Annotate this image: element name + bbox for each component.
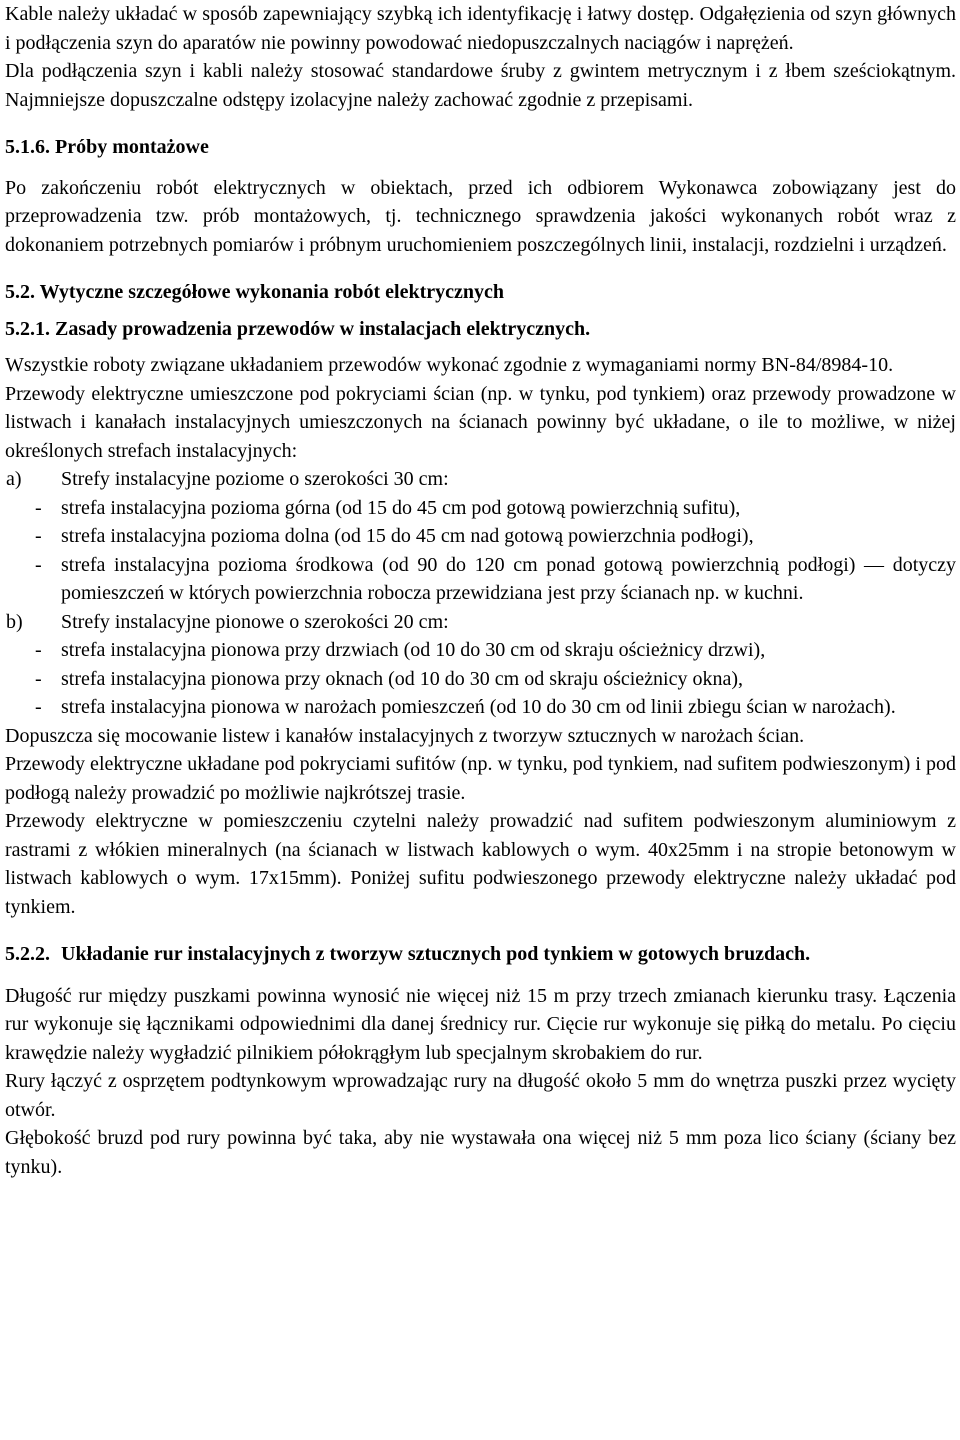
section-5-2-1-heading: 5.2.1. Zasady prowadzenia przewodów w instalacjach elektrycznych. xyxy=(5,317,591,340)
intro-paragraph-1: Kable należy układać w sposób zapewniający szybką ich identyfikację i łatwy dostęp. Odgałęzienia od szyn głównych i podłączenia szyn do aparatów nie powinny powodować niedopuszczalnych naciągów i naprężeń. xyxy=(5,3,956,54)
list-marker: b) xyxy=(6,610,23,633)
intro-paragraph-2: Dla podłączenia szyn i kabli należy stosować standardowe śruby z gwintem metrycznym i z łbem sześciokątnym. Najmniejsze dopuszczalne odstępy izolacyjne należy zachować zgodnie z przepisami. xyxy=(5,60,956,111)
section-5-2-1-paragraph-4: Przewody elektryczne układane pod pokryciami sufitów (np. w tynku, pod tynkiem, nad sufitem podwieszonym) i pod podłogą należy prowadzić po możliwie najkrótszej trasie. xyxy=(5,753,956,804)
dash-marker: - xyxy=(35,496,42,519)
list-item-text: strefa instalacyjna pozioma górna (od 15 do 45 cm pod gotową powierzchnią sufitu), xyxy=(61,496,741,519)
list-item-a xyxy=(5,465,956,494)
list-item xyxy=(5,494,956,523)
section-5-2-1-paragraph-3: Dopuszcza się mocowanie listew i kanałów instalacyjnych z tworzyw sztucznych w narożach ścian. xyxy=(5,724,805,747)
list-item-text: strefa instalacyjna pozioma środkowa (od 90 do 120 cm ponad gotową powierzchnią podłogi) — dotyczy pomieszczeń w których powierzchnia robocza przewidziana jest przy ścianach np. w kuchni. xyxy=(61,553,956,604)
list-item-text: strefa instalacyjna pionowa przy oknach (od 10 do 30 cm od skraju ościeżnicy okna), xyxy=(61,667,744,690)
list-marker: a) xyxy=(6,468,22,490)
section-title: Układanie rur instalacyjnych z tworzyw sztucznych pod tynkiem w gotowych bruzdach. xyxy=(61,943,811,965)
list-item-text: Strefy instalacyjne pionowe o szerokości 20 cm: xyxy=(61,610,449,633)
dash-marker: - xyxy=(35,667,42,690)
list-item-text: strefa instalacyjna pionowa przy drzwiach (od 10 do 30 cm od skraju ościeżnicy drzwi), xyxy=(61,639,766,661)
list-item xyxy=(5,693,956,722)
section-5-2-2-heading xyxy=(5,940,956,969)
section-5-2-heading: 5.2. Wytyczne szczegółowe wykonania robót elektrycznych xyxy=(5,281,504,303)
list-item-text: strefa instalacyjna pionowa w narożach pomieszczeń (od 10 do 30 cm od linii zbiegu ścian w narożach). xyxy=(61,696,896,718)
dash-marker: - xyxy=(35,696,42,718)
section-5-2-2-paragraph-1: Długość rur między puszkami powinna wynosić nie więcej niż 15 m przy trzech zmianach kierunku trasy. Łączenia rur wykonuje się łącznikami odpowiednimi dla danej średnicy rur. Cięcie rur wykonuje się piłką do metalu. Po cięciu krawędzie należy wygładzić pilnikiem półokrągłym lub specjalnym skrobakiem do rur. xyxy=(5,984,956,1064)
dash-marker: - xyxy=(35,639,42,661)
section-5-2-1-paragraph-5: Przewody elektryczne w pomieszczeniu czytelni należy prowadzić nad sufitem podwieszonym aluminiowym z rastrami z włókien mineralnych (na ścianach w listwach kablowych o wym. 40x25mm i na stropie betonowym w listwach kablowych o wym. 17x15mm). Poniżej sufitu podwieszonego przewody elektryczne należy układać pod tynkiem. xyxy=(5,810,956,918)
section-5-2-2-paragraph-2: Rury łączyć z osprzętem podtynkowym wprowadzając rury na długość około 5 mm do wnętrza puszki przez wycięty otwór. xyxy=(5,1070,956,1121)
list-item-text: Strefy instalacyjne poziome o szerokości 30 cm: xyxy=(61,468,449,490)
section-5-2-1-paragraph-2: Przewody elektryczne umieszczone pod pokryciami ścian (np. w tynku, pod tynkiem) oraz przewody prowadzone w listwach i kanałach instalacyjnych umieszczonych na ścianach powinny być układane, o ile to możliwe, w niżej określonych strefach instalacyjnych: xyxy=(5,382,956,462)
section-5-1-6-heading: 5.1.6. Próby montażowe xyxy=(5,136,209,158)
list-item xyxy=(5,551,956,608)
dash-marker: - xyxy=(35,553,42,576)
list-item xyxy=(5,636,956,665)
dash-marker: - xyxy=(35,525,42,547)
list-item xyxy=(5,522,956,551)
section-5-2-1-paragraph-1: Wszystkie roboty związane układaniem przewodów wykonać zgodnie z wymaganiami normy BN-84/8984-10. xyxy=(5,354,894,376)
list-item xyxy=(5,665,956,694)
section-5-1-6-body: Po zakończeniu robót elektrycznych w obiektach, przed ich odbiorem Wykonawca zobowiązany jest do przeprowadzenia tzw. prób montażowych, tj. technicznego sprawdzenia jakości wykonanych robót wraz z dokonaniem potrzebnych pomiarów i próbnym uruchomieniem poszczególnych linii, instalacji, rozdzielni i urządzeń. xyxy=(5,176,956,256)
section-number: 5.2.2. xyxy=(5,943,50,965)
list-item-b xyxy=(5,608,956,637)
section-5-2-2-paragraph-3: Głębokość bruzd pod rury powinna być taka, aby nie wystawała ona więcej niż 5 mm poza lico ściany (ściany bez tynku). xyxy=(5,1127,956,1178)
list-item-text: strefa instalacyjna pozioma dolna (od 15 do 45 cm nad gotową powierzchnia podłogi), xyxy=(61,525,754,547)
